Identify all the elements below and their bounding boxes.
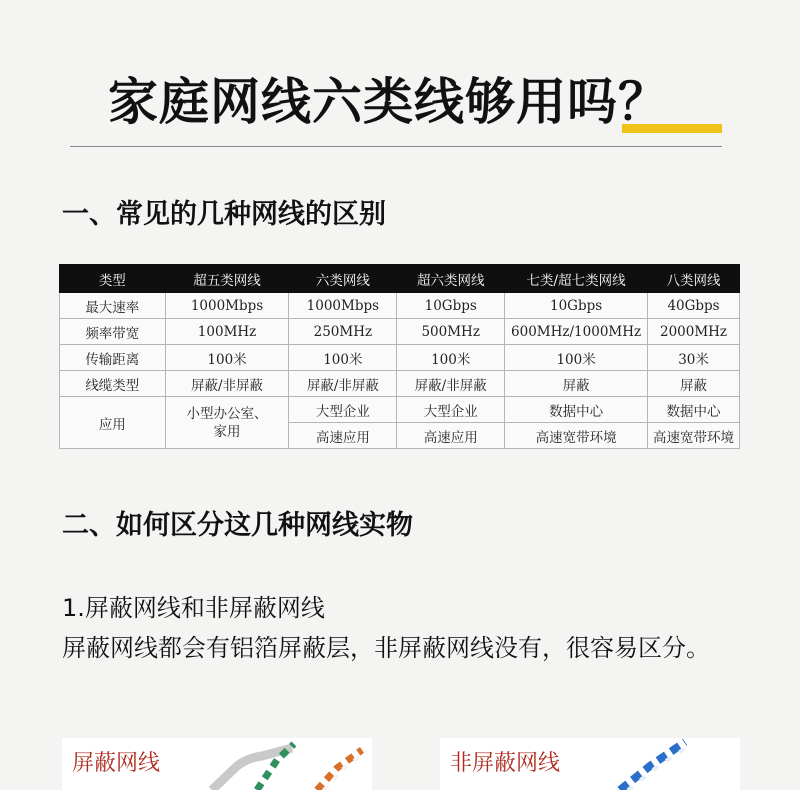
table-row (60, 293, 740, 319)
table-cell: 屏蔽 (648, 371, 740, 397)
table-cell: 小型办公室、家用 (165, 397, 289, 449)
table-cell: 大型企业 (289, 397, 397, 423)
table-cell: 数据中心 (648, 397, 740, 423)
table-cell: 2000MHz (648, 319, 740, 345)
table-cell: 500MHz (397, 319, 505, 345)
unshielded-cable-image (440, 738, 740, 790)
table-cell: 应用 (60, 397, 166, 449)
section2-heading: 二、如何区分这几种网线实物 (62, 510, 413, 541)
table-cell: 最大速率 (60, 293, 166, 319)
table-header-row (60, 265, 740, 293)
table-cell: 100米 (397, 345, 505, 371)
table-row (60, 345, 740, 371)
table-cell: 100米 (289, 345, 397, 371)
table-cell: 高速应用 (397, 423, 505, 449)
header-cell: 超五类网线 (165, 265, 289, 293)
table-cell: 屏蔽/非屏蔽 (165, 371, 289, 397)
table-cell: 250MHz (289, 319, 397, 345)
table-cell: 100MHz (165, 319, 289, 345)
table-cell: 高速宽带环境 (648, 423, 740, 449)
table-cell: 传输距离 (60, 345, 166, 371)
table-cell: 100米 (165, 345, 289, 371)
table-cell: 高速应用 (289, 423, 397, 449)
page-title: 家庭网线六类线够用吗？ (108, 73, 669, 131)
table-cell: 屏蔽 (505, 371, 648, 397)
table-cell: 40Gbps (648, 293, 740, 319)
table-row (60, 371, 740, 397)
shielded-cable-label: 屏蔽网线 (72, 751, 161, 776)
subsection-heading: 1.屏蔽网线和非屏蔽网线 (62, 594, 325, 622)
divider (70, 146, 722, 147)
table-cell: 线缆类型 (60, 371, 166, 397)
table-cell: 1000Mbps (289, 293, 397, 319)
table-cell: 30米 (648, 345, 740, 371)
header-cell: 超六类网线 (397, 265, 505, 293)
header-cell: 类型 (60, 265, 166, 293)
shielded-cable-illustration (62, 738, 372, 790)
cable-comparison-table (59, 264, 740, 449)
table-row (60, 397, 740, 423)
shielded-cable-image (62, 738, 372, 790)
section1-heading: 一、常见的几种网线的区别 (62, 199, 386, 230)
unshielded-cable-label: 非屏蔽网线 (450, 751, 561, 776)
header-cell: 七类/超七类网线 (505, 265, 648, 293)
table-cell: 大型企业 (397, 397, 505, 423)
header-cell: 六类网线 (289, 265, 397, 293)
unshielded-cable-illustration (440, 738, 740, 790)
table-cell: 屏蔽/非屏蔽 (289, 371, 397, 397)
table-cell: 高速宽带环境 (505, 423, 648, 449)
table-cell: 600MHz/1000MHz (505, 319, 648, 345)
table-cell: 屏蔽/非屏蔽 (397, 371, 505, 397)
table-cell: 10Gbps (505, 293, 648, 319)
header-cell: 八类网线 (648, 265, 740, 293)
table-cell: 1000Mbps (165, 293, 289, 319)
table-cell: 100米 (505, 345, 648, 371)
paragraph-text: 屏蔽网线都会有铝箔屏蔽层，非屏蔽网线没有，很容易区分。 (62, 634, 710, 662)
table-cell: 10Gbps (397, 293, 505, 319)
table-row (60, 319, 740, 345)
table-cell: 数据中心 (505, 397, 648, 423)
table-cell: 频率带宽 (60, 319, 166, 345)
